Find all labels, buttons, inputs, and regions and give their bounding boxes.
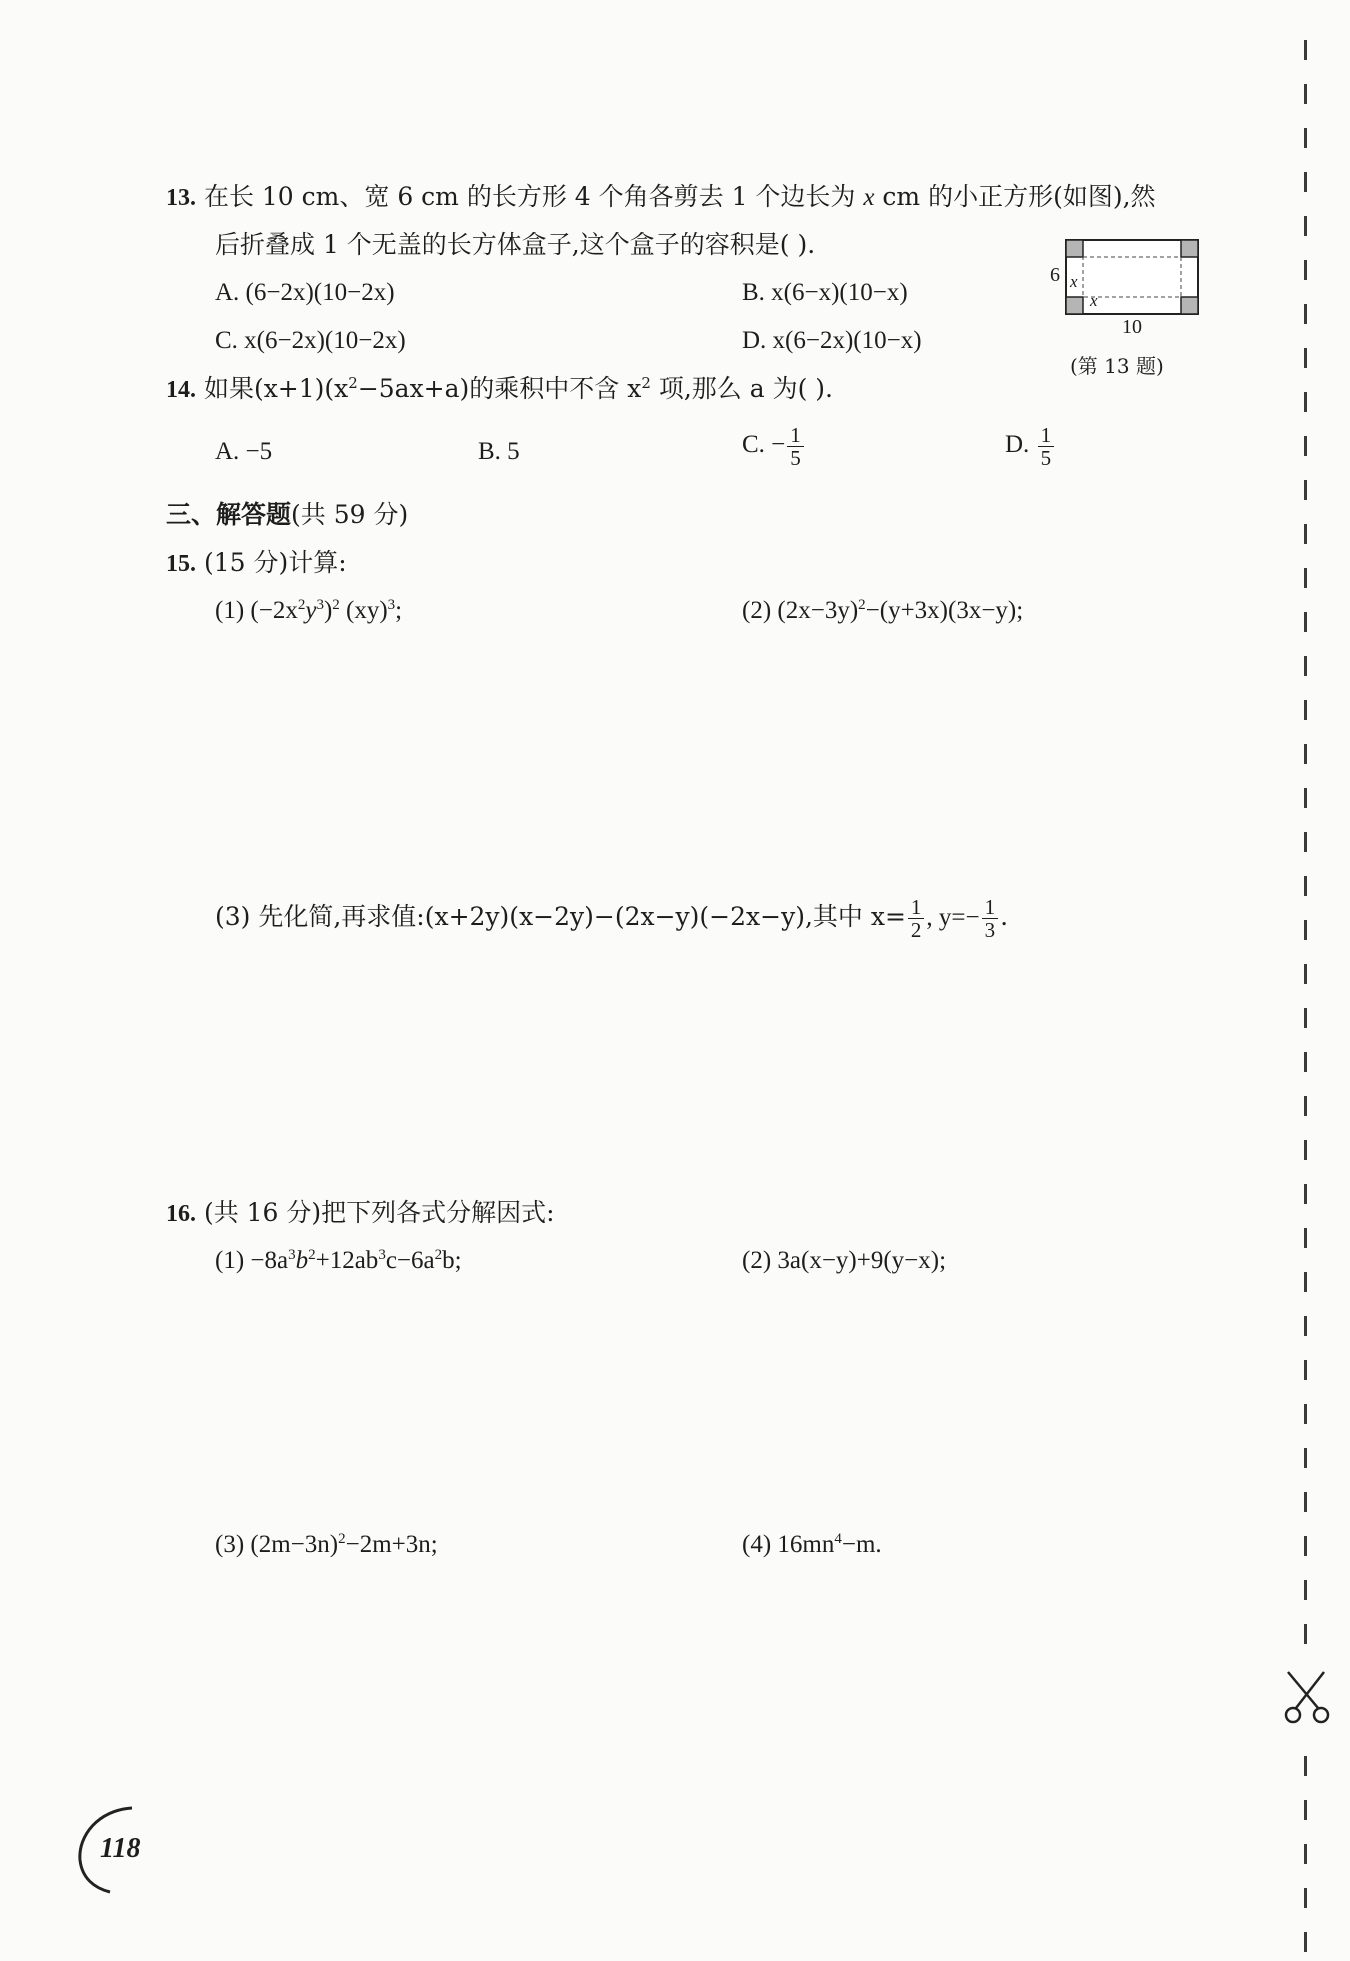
q14-line1 bbox=[166, 374, 833, 405]
q14-option-d-fraction bbox=[1038, 424, 1055, 469]
cut-line-dash bbox=[1304, 1184, 1307, 1204]
q14-option-d bbox=[1005, 424, 1056, 469]
q16-p4-a: (4) 16mn bbox=[742, 1531, 835, 1558]
cut-line-dash bbox=[1304, 1756, 1307, 1776]
cut-line-dash bbox=[1304, 1624, 1307, 1644]
cut-line-dash bbox=[1304, 1580, 1307, 1600]
q15-part-3 bbox=[215, 896, 1008, 941]
cut-line-dash bbox=[1304, 128, 1307, 148]
cut-line-dash bbox=[1304, 1888, 1307, 1908]
q15-part-2 bbox=[742, 596, 1023, 626]
figure-label-x-bottom: x bbox=[1090, 291, 1098, 310]
q15-part-1 bbox=[215, 596, 402, 626]
cut-line-dash bbox=[1304, 260, 1307, 280]
q16-p4-b: −m. bbox=[841, 1531, 882, 1558]
section-3-title: 三、解答题 bbox=[166, 500, 292, 529]
cut-line-dash bbox=[1304, 964, 1307, 984]
cut-line-dash bbox=[1304, 304, 1307, 324]
q13-figure bbox=[1058, 232, 1208, 322]
q14-text-post: 项,那么 a 为( ). bbox=[650, 374, 833, 403]
q15-p2-sup1: 2 bbox=[858, 597, 866, 613]
cut-line-dash bbox=[1304, 1096, 1307, 1116]
frac-numerator: 1 bbox=[787, 424, 804, 447]
q16-heading bbox=[166, 1198, 555, 1229]
cut-line-dash bbox=[1304, 876, 1307, 896]
q13-number: 13. bbox=[166, 185, 196, 211]
cut-line-dash bbox=[1304, 436, 1307, 456]
cut-line-dash bbox=[1304, 832, 1307, 852]
frac-numerator: 1 bbox=[1038, 424, 1055, 447]
cut-line-dash bbox=[1304, 524, 1307, 544]
cut-line-dash bbox=[1304, 700, 1307, 720]
cut-line-dash bbox=[1304, 1228, 1307, 1248]
cut-line-dash bbox=[1304, 1492, 1307, 1512]
q14-sup1: 2 bbox=[348, 374, 358, 392]
cut-line-dash bbox=[1304, 744, 1307, 764]
q15-p1-y: y bbox=[305, 597, 317, 624]
cut-line-dash bbox=[1304, 40, 1307, 60]
q15-p3-end: . bbox=[1000, 902, 1009, 931]
cut-line-dash bbox=[1304, 84, 1307, 104]
q15-p1-sup4: 3 bbox=[387, 597, 396, 613]
q13-option-d: D. x(6−2x)(10−x) bbox=[742, 327, 922, 354]
cut-line-dash bbox=[1304, 1008, 1307, 1028]
figure-caption: (第 13 题) bbox=[1070, 354, 1164, 378]
q14-text-pre: 如果(x+1)(x bbox=[203, 374, 349, 403]
q13-option-b: B. x(6−x)(10−x) bbox=[742, 279, 908, 306]
cut-line-dash bbox=[1304, 392, 1307, 412]
q16-p3-sup1: 2 bbox=[338, 1531, 346, 1547]
cut-line-dash bbox=[1304, 1140, 1307, 1160]
cut-line-dash bbox=[1304, 1932, 1307, 1952]
frac-denominator: 5 bbox=[1040, 446, 1052, 470]
corner-square-tr bbox=[1181, 240, 1198, 257]
figure-label-side: 6 bbox=[1050, 264, 1060, 286]
q15-p1-xy: (xy) bbox=[339, 597, 388, 624]
cut-line-dash bbox=[1304, 1448, 1307, 1468]
q16-p3-a: (3) (2m−3n) bbox=[215, 1531, 339, 1558]
q16-number: 16. bbox=[166, 1201, 196, 1227]
corner-square-bl bbox=[1066, 297, 1083, 314]
page-number: 118 bbox=[100, 1833, 141, 1864]
cut-line-dash bbox=[1304, 1360, 1307, 1380]
q15-p2-rest: −(y+3x)(3x−y); bbox=[865, 597, 1024, 624]
cut-line-dash bbox=[1304, 1404, 1307, 1424]
q15-p2-a: (2) (2x−3y) bbox=[742, 597, 859, 624]
q13-option-a: A. (6−2x)(10−2x) bbox=[215, 279, 395, 306]
q16-p1-d: c−6a bbox=[385, 1247, 435, 1274]
q16-p1-sup3: 3 bbox=[378, 1247, 386, 1263]
q16-title: (共 16 分)把下列各式分解因式: bbox=[203, 1198, 555, 1227]
q16-part-4 bbox=[742, 1530, 882, 1560]
q16-part-2: (2) 3a(x−y)+9(y−x); bbox=[742, 1247, 947, 1274]
cut-line-dash bbox=[1304, 480, 1307, 500]
cut-line-dash bbox=[1304, 656, 1307, 676]
q15-p1-end: ; bbox=[395, 597, 403, 624]
q15-p1-sup2: 3 bbox=[316, 597, 324, 613]
q15-p1-paren: ) bbox=[323, 597, 333, 624]
q15-number: 15. bbox=[166, 551, 196, 577]
q15-p1-sup3: 2 bbox=[332, 597, 340, 613]
figure-label-x-top: x bbox=[1070, 272, 1078, 291]
q14-sup2: 2 bbox=[641, 374, 651, 392]
section-3-score: (共 59 分) bbox=[291, 500, 409, 529]
q16-p1-e: b; bbox=[442, 1247, 462, 1274]
q13-text1b: cm 的小正方形(如图),然 bbox=[874, 182, 1156, 211]
q14-text-mid: −5ax+a)的乘积中不含 x bbox=[357, 374, 642, 403]
q15-p3-fraction-y bbox=[982, 896, 999, 941]
corner-square-br bbox=[1181, 297, 1198, 314]
q13-var-x: x bbox=[863, 184, 875, 211]
q13-text1: 在长 10 cm、宽 6 cm 的长方形 4 个角各剪去 1 个边长为 bbox=[203, 182, 856, 211]
cut-line-dash bbox=[1304, 348, 1307, 368]
scissors-icon bbox=[1280, 1668, 1334, 1728]
q16-part-1 bbox=[215, 1246, 462, 1276]
cut-line-dash bbox=[1304, 788, 1307, 808]
cut-line-dash bbox=[1304, 216, 1307, 236]
frac-denominator: 2 bbox=[910, 918, 922, 942]
q16-p1-sup4: 2 bbox=[434, 1247, 443, 1263]
corner-square-tl bbox=[1066, 240, 1083, 257]
cut-line-dash bbox=[1304, 568, 1307, 588]
q16-p4-sup1: 4 bbox=[834, 1531, 842, 1547]
figure-rectangle bbox=[1066, 240, 1198, 314]
frac-numerator: 1 bbox=[908, 896, 925, 919]
q16-p1-a: (1) −8a bbox=[215, 1247, 289, 1274]
frac-denominator: 5 bbox=[790, 446, 801, 470]
q15-p1-sup1: 2 bbox=[297, 597, 306, 613]
cut-line-dash bbox=[1304, 612, 1307, 632]
q14-option-a: A. −5 bbox=[215, 438, 273, 465]
q14-number: 14. bbox=[166, 377, 196, 403]
cut-line-dash bbox=[1304, 1272, 1307, 1292]
section-3-heading bbox=[166, 500, 408, 530]
q16-p1-c: +12ab bbox=[315, 1247, 379, 1274]
q15-title: (15 分)计算: bbox=[203, 548, 347, 577]
frac-denominator: 3 bbox=[984, 918, 996, 942]
cut-line-dash bbox=[1304, 1536, 1307, 1556]
q14-option-b: B. 5 bbox=[478, 438, 520, 465]
cut-line-dash bbox=[1304, 172, 1307, 192]
q15-p3-text: (3) 先化简,再求值:(x+2y)(x−2y)−(2x−y)(−2x−y),其中 x= bbox=[215, 902, 906, 931]
cut-line-dash bbox=[1304, 1316, 1307, 1336]
q14-option-c bbox=[742, 424, 806, 469]
figure-label-bottom: 10 bbox=[1122, 316, 1142, 338]
q16-p3-b: −2m+3n; bbox=[345, 1531, 438, 1558]
cut-line-dash bbox=[1304, 920, 1307, 940]
q15-p3-mid: , y=− bbox=[926, 904, 980, 931]
q13-line2: 后折叠成 1 个无盖的长方体盒子,这个盒子的容积是( ). bbox=[215, 230, 816, 259]
q13-line1 bbox=[166, 182, 1156, 213]
cut-line-dash bbox=[1304, 1052, 1307, 1072]
q14-option-c-fraction bbox=[787, 424, 804, 469]
cut-line-dash bbox=[1304, 1844, 1307, 1864]
cut-line-dash bbox=[1304, 1800, 1307, 1820]
q15-heading bbox=[166, 548, 347, 579]
q15-p1-a: (1) (−2x bbox=[215, 597, 298, 624]
q16-p1-sup1: 3 bbox=[288, 1247, 296, 1263]
q14-option-c-label: C. − bbox=[742, 431, 786, 459]
frac-numerator: 1 bbox=[982, 896, 999, 919]
q15-p3-fraction-x bbox=[908, 896, 925, 941]
q16-p1-sup2: 2 bbox=[308, 1247, 316, 1263]
q16-p1-b: b bbox=[295, 1247, 309, 1274]
q16-part-3 bbox=[215, 1530, 438, 1560]
q13-option-c: C. x(6−2x)(10−2x) bbox=[215, 327, 406, 354]
q14-option-d-label: D. bbox=[1005, 431, 1036, 459]
